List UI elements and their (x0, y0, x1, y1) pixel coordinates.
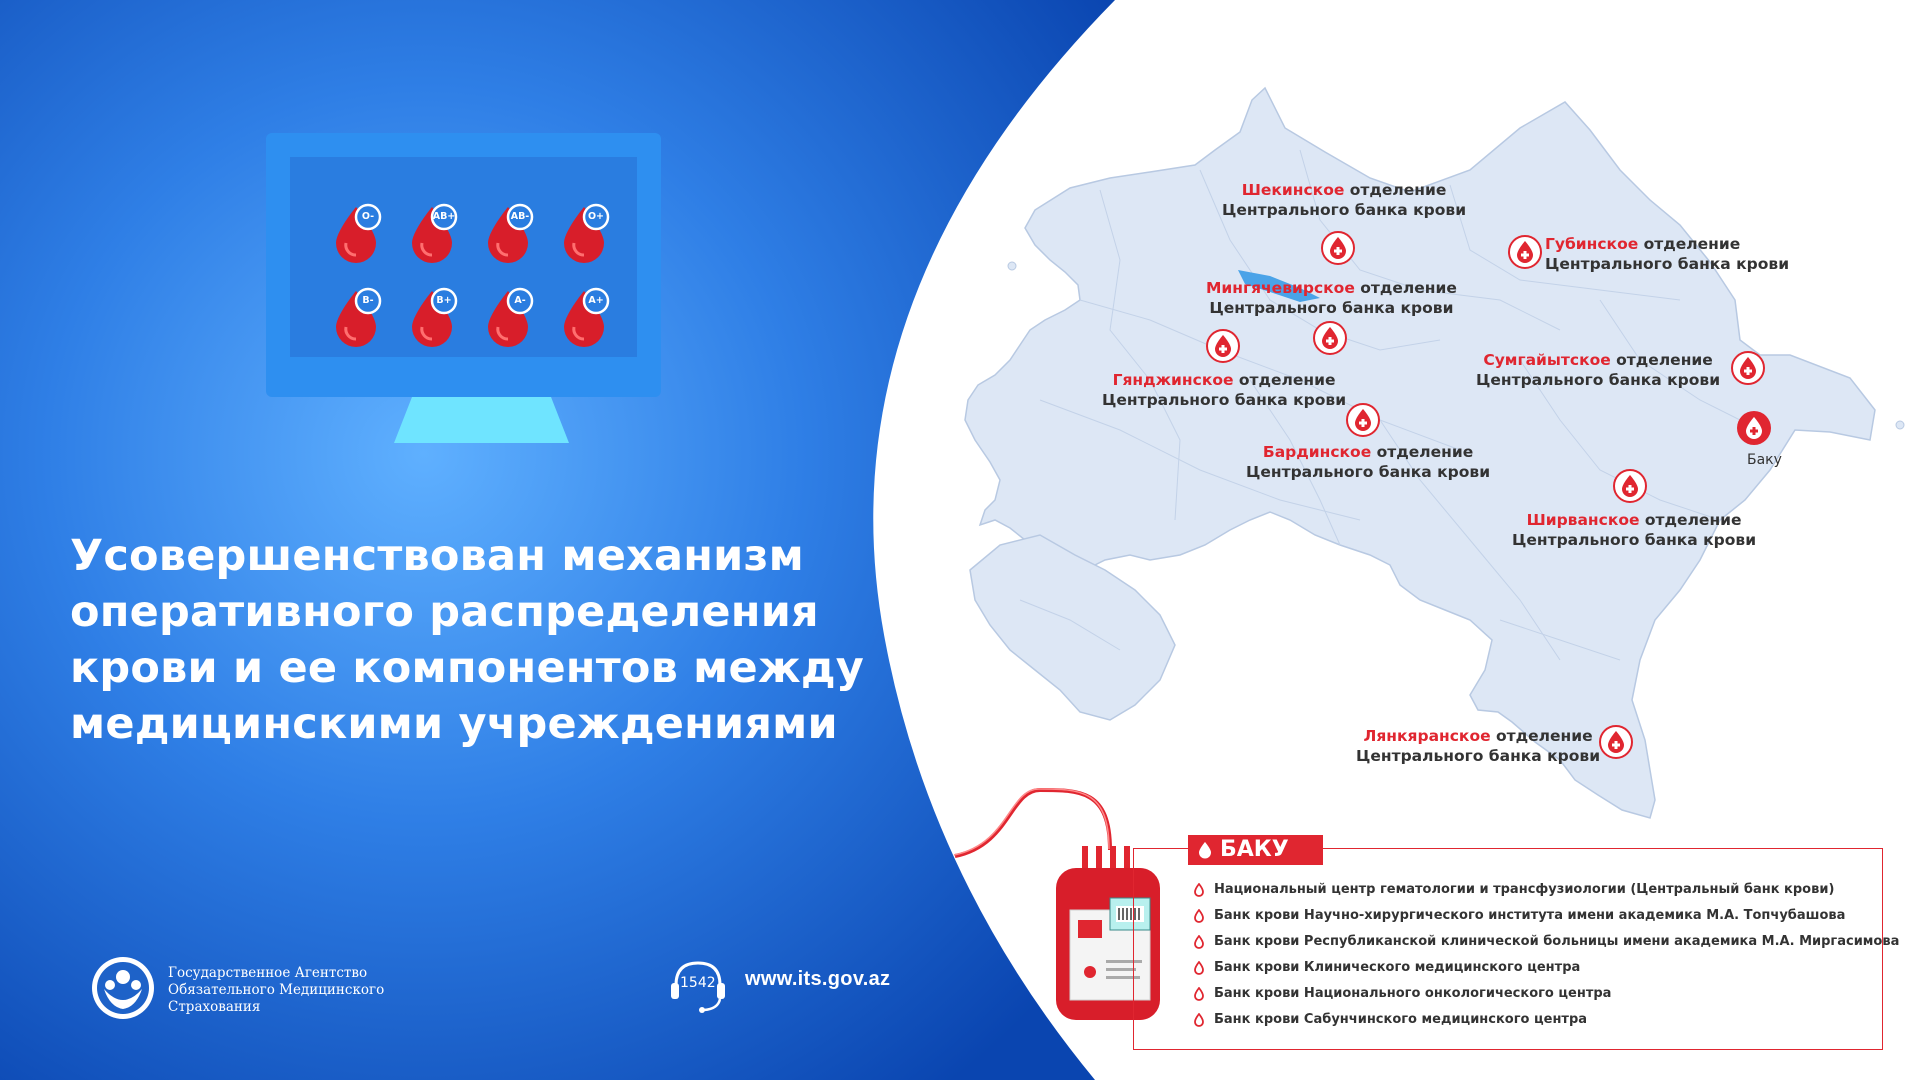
blood-bank-pin-icon (1312, 320, 1348, 356)
baku-list-item (1194, 880, 1899, 906)
monitor-screen (290, 157, 637, 357)
blood-type-drop-icon (486, 203, 536, 265)
blood-drop-icon (1194, 909, 1204, 923)
baku-list-item-text: Банк крови Сабунчинского медицинского центра (1214, 1012, 1588, 1027)
blood-type-label: B+ (436, 295, 452, 306)
blood-bank-pin-icon (1612, 468, 1648, 504)
baku-list-item (1194, 932, 1899, 958)
blood-bank-pin-icon (1730, 350, 1766, 386)
baku-list-item (1194, 1010, 1899, 1036)
blood-drop-icon (1194, 883, 1204, 897)
blood-type-drop-icon (562, 287, 612, 349)
hotline-number: 1542 (680, 975, 716, 991)
blood-type-label: AB- (510, 211, 530, 222)
agency-logo-icon (90, 955, 156, 1021)
map-exclave (970, 535, 1175, 720)
agency-name-line: Государственное Агентство (168, 965, 368, 981)
branch-label-sheki: Шекинское отделение Центрального банка крови (1222, 181, 1467, 219)
baku-list-item (1194, 984, 1899, 1010)
branch-label-barda: Бардинское отделение Центрального банка крови (1246, 443, 1491, 481)
headline (70, 528, 910, 752)
blood-type-drop-icon (334, 203, 384, 265)
monitor-frame (266, 133, 661, 397)
blood-bank-pin-icon (1345, 402, 1381, 438)
baku-list-item-text: Банк крови Республиканской клинической больницы имени академика М.А. Миргасимова (1214, 934, 1900, 949)
monitor-icon (266, 133, 661, 443)
agency-name (168, 965, 384, 1016)
agency-name-line: Обязательного Медицинского (168, 982, 385, 998)
baku-list (1194, 880, 1899, 1036)
blood-type-label: AB+ (432, 211, 456, 222)
blood-type-label: O+ (587, 211, 605, 222)
branch-label-guba: Губинское отделение Центрального банка крови (1545, 235, 1790, 273)
blood-type-label: A- (514, 295, 526, 306)
monitor-stand (394, 397, 569, 443)
blood-type-drop-icon (562, 203, 612, 265)
baku-list-item (1194, 958, 1899, 984)
blood-bank-pin-icon (1507, 234, 1543, 270)
baku-list-item-text: Банк крови Национального онкологического центра (1214, 986, 1612, 1001)
agency-name-line: Страхования (168, 999, 261, 1015)
blood-type-drop-icon (486, 287, 536, 349)
branch-label-sumgait: Сумгайытское отделение Центрального банка крови (1476, 351, 1721, 389)
website-link[interactable]: www.its.gov.az (745, 968, 891, 990)
baku-pin-icon (1736, 410, 1772, 446)
baku-list-item-text: Банк крови Научно-хирургического института имени академика М.А. Топчубашова (1214, 908, 1846, 923)
headline-line: оперативного распределения (70, 587, 819, 637)
blood-bank-pin-icon (1598, 724, 1634, 760)
headline-line: крови и ее компонентов между (70, 643, 865, 693)
blood-drop-icon (1194, 1013, 1204, 1027)
agency-logo (90, 955, 430, 1025)
baku-list-item-text: Национальный центр гематологии и трансфузиологии (Центральный банк крови) (1214, 882, 1835, 897)
headline-line: медицинскими учреждениями (70, 699, 838, 749)
baku-pin-label: Баку (1747, 452, 1782, 468)
branch-label-shirvan: Ширванское отделение Центрального банка крови (1512, 511, 1757, 549)
blood-type-label: A+ (588, 295, 604, 306)
blood-drop-icon (1194, 987, 1204, 1001)
branch-label-lankaran: Лянкяранское отделение Центрального банка крови (1356, 727, 1601, 765)
baku-list-item-text: Банк крови Клинического медицинского центра (1214, 960, 1581, 975)
blood-drop-icon (1194, 935, 1204, 949)
baku-title: БАКУ (1188, 835, 1323, 865)
branch-label-mingachevir: Мингячевирское отделение Центрального банка крови (1206, 279, 1457, 317)
blood-type-label: O- (361, 211, 375, 222)
blood-bank-pin-icon (1205, 328, 1241, 364)
blood-bank-pin-icon (1320, 230, 1356, 266)
branch-label-ganja: Гянджинское отделение Центрального банка крови (1102, 371, 1347, 409)
blood-type-drop-icon (334, 287, 384, 349)
blood-drop-icon (1198, 841, 1212, 859)
blood-type-drop-icon (410, 203, 460, 265)
headline-line: Усовершенствован механизм (70, 531, 804, 581)
blood-drop-icon (1194, 961, 1204, 975)
blood-type-label: B- (362, 295, 374, 306)
blood-type-drop-icon (410, 287, 460, 349)
baku-list-item (1194, 906, 1899, 932)
